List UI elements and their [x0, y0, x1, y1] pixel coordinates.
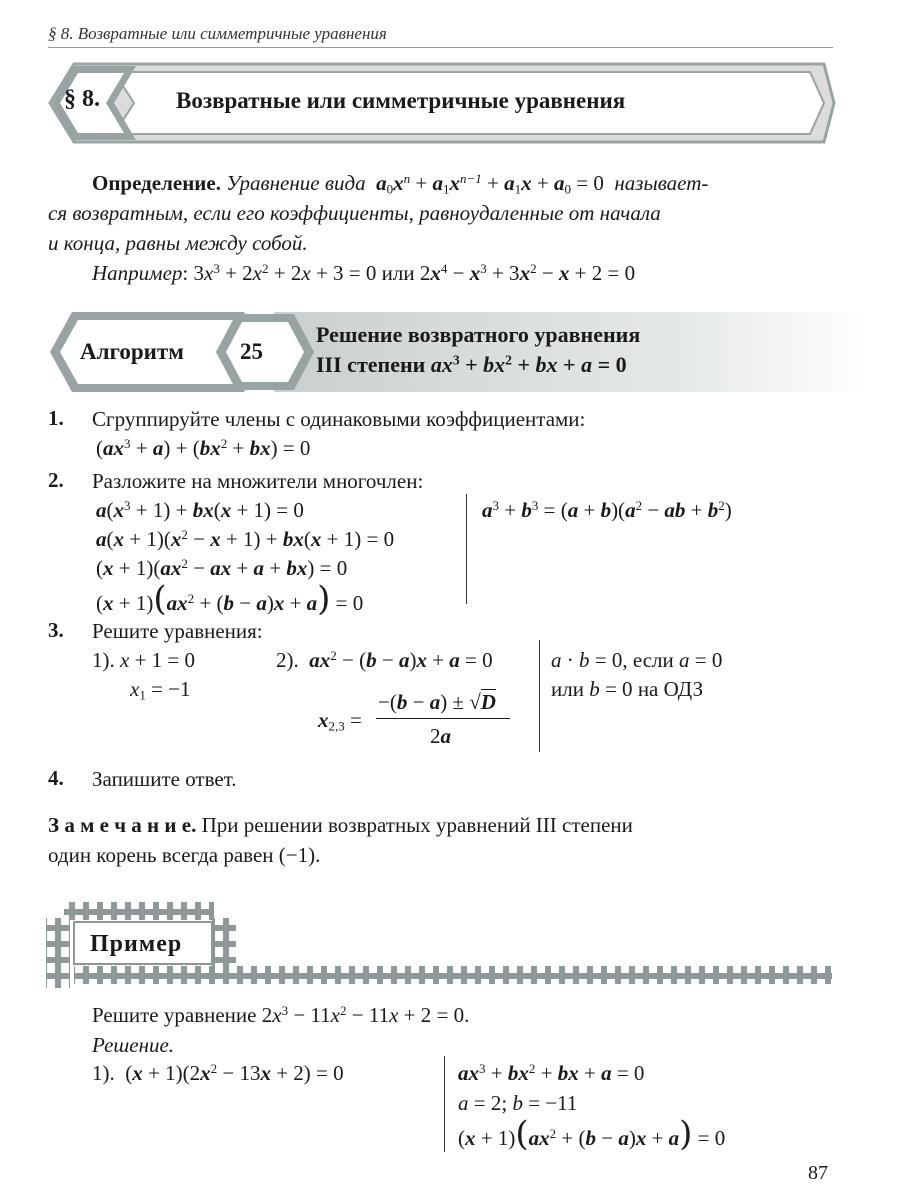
- note-suffix: , если: [622, 648, 674, 672]
- section-title: Возвратные или симметричные уравнения: [176, 88, 626, 113]
- step-2-line2: $a(x + 1)(x^2 - x + 1) + bx(x + 1) = 0$: [96, 526, 395, 551]
- remark-line1: [48, 810, 833, 840]
- note-or: или: [551, 677, 584, 701]
- step-4-number: 4.: [48, 766, 64, 790]
- step-2-line3: $(x + 1)(ax^2$ − ax + a + bx) = 0: [96, 555, 348, 580]
- page-number: 87: [808, 1162, 828, 1184]
- algorithm-title-line1: Решение возвратного уравнения: [316, 322, 641, 347]
- example-coefficients: a = 2; b = −11: [458, 1091, 578, 1115]
- example-divider: [444, 1056, 445, 1152]
- step-2-divider: [466, 494, 467, 604]
- definition-text-start: Уравнение вида: [226, 171, 366, 195]
- definition-line3: и конца, равны между собой.: [48, 231, 308, 255]
- example-task-prefix: Решите уравнение: [92, 1003, 257, 1027]
- algorithm-number: 25: [240, 339, 263, 364]
- case1-label: 1).: [92, 648, 115, 672]
- example-label: Например: [92, 261, 183, 285]
- algorithm-label: Алгоритм: [80, 339, 184, 364]
- step-2-text: Разложите на множители многочлен:: [92, 469, 424, 493]
- definition-formula: $a_0x^n + a_1x^{n-1} + a_1x + a_0 = 0$: [376, 170, 610, 197]
- header-rule: [48, 47, 833, 48]
- zero-product-note-1: a · b = 0, если a = 0: [551, 648, 723, 672]
- example-task: Решите уравнение $2x^3 - 11x^2 - 11x + 2 = 0$.: [92, 1002, 470, 1027]
- example-solution-label: Решение.: [92, 1033, 175, 1057]
- case2-label: 2).: [276, 648, 299, 672]
- step-1-text: Сгруппируйте члены с одинаковыми коэффициентами:: [92, 407, 586, 431]
- zero-product-note-2: или b = 0 на ОДЗ: [551, 677, 704, 701]
- example-factored-form: $(x + 1)(ax^2 + (b - a)x + a) = 0$: [458, 1114, 726, 1154]
- remark-text: При решении возвратных уравнений III степени: [201, 813, 633, 837]
- example-sep: или: [381, 261, 415, 285]
- note-domain: на ОДЗ: [637, 677, 704, 701]
- algorithm-title-line2: III степени $ax^3 + bx^2$ + bx + a = 0: [316, 352, 627, 377]
- step-3-case1-root: $x_1 = -1$: [130, 677, 191, 703]
- remark-line2: один корень всегда равен (−1).: [48, 843, 321, 867]
- example-step1-label: 1).: [92, 1061, 115, 1085]
- step-3-divider: [539, 640, 540, 752]
- step-2-line1: $a(x^3 + 1) + bx(x + 1) = 0$: [96, 497, 304, 522]
- step-1-number: 1.: [48, 406, 64, 430]
- roots-numerator: −(b − a) ± √D: [378, 690, 496, 714]
- running-header: § 8. Возвратные или симметричные уравнения: [48, 24, 387, 43]
- definition-example: Например: $3x^3 + 2x^2 + 2x + 3 = 0$ или $2x^4 - x^3 + 3x^2 - x + 2 = 0$: [92, 260, 636, 285]
- step-3-text: Решите уравнения:: [92, 619, 263, 643]
- roots-fraction-line: [376, 718, 510, 719]
- step-3-number: 3.: [48, 618, 64, 642]
- section-number: § 8.: [64, 86, 100, 112]
- roots-denominator: 2a: [430, 724, 451, 748]
- sum-of-cubes-formula: $a^3 + b^3 = (a + b)(a^2$ − ab + $b^2$): [482, 497, 732, 522]
- step-3-case1: 1). x + 1 = 0: [92, 648, 196, 672]
- remark-label: З а м е ч а н и е.: [48, 813, 197, 837]
- algorithm-title-prefix: III степени: [316, 352, 426, 377]
- step-2-line4: $(x + 1)(ax^2 + (b - a)x + a) = 0$: [96, 579, 364, 619]
- definition-line2: ся возвратным, если его коэффициенты, равноудаленные от начала: [48, 201, 661, 225]
- definition-line1: [92, 168, 708, 198]
- step-4-text: Запишите ответ.: [92, 767, 237, 791]
- example-step1: 1). $(x + 1)(2x^2 - 13x + 2) = 0$: [92, 1060, 344, 1085]
- example-label: Пример: [90, 931, 183, 957]
- step-1-formula: $(ax^3 + a) + (bx^2 + bx) = 0$: [96, 435, 311, 460]
- roots-lhs: $x_{2,3}$ =: [318, 708, 362, 734]
- step-3-case2: 2). $ax^2 - (b - a)x + a = 0$: [276, 647, 493, 672]
- step-2-number: 2.: [48, 468, 64, 492]
- example-general-form: $ax^3 + bx^2$ + bx + a = 0: [458, 1060, 645, 1085]
- definition-label: Определение.: [92, 171, 221, 195]
- definition-text-end: называет-: [614, 171, 709, 195]
